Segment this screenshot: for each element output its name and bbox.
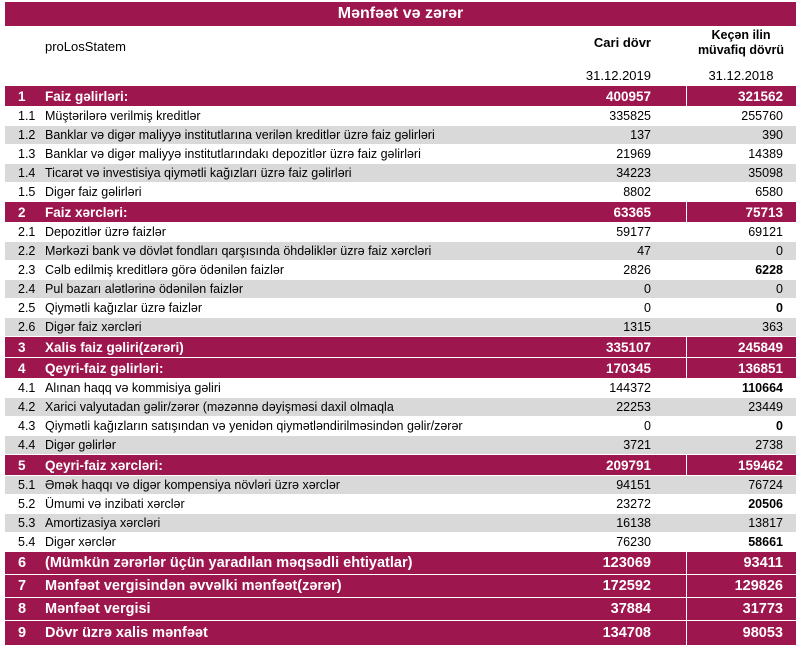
value-previous: 98053 (686, 621, 796, 645)
value-previous: 31773 (686, 598, 796, 620)
previous-period-date: 31.12.2018 (708, 68, 774, 83)
row-number: 2.4 (18, 282, 36, 296)
value-current: 170345 (605, 360, 651, 376)
value-previous: 75713 (686, 202, 796, 222)
value-current: 0 (644, 419, 651, 433)
value-current: 137 (630, 128, 651, 142)
table-row (5, 299, 796, 318)
table-row (5, 358, 796, 379)
row-label: Qiymətli kağızların satışından və yenidən qiymətləndirilməsindən gəlir/zərər (45, 419, 463, 433)
value-current: 63365 (613, 204, 651, 220)
row-number: 1.5 (18, 185, 36, 199)
table-row (5, 126, 796, 145)
value-previous: 35098 (748, 166, 783, 180)
table-row (5, 145, 796, 164)
table-row (5, 598, 796, 621)
value-current: 37884 (610, 601, 651, 617)
row-label: Müştərilərə verilmiş kreditlər (45, 109, 201, 123)
row-number: 5.3 (18, 516, 36, 530)
row-number: 8 (18, 601, 27, 617)
row-number: 5.2 (18, 497, 36, 511)
row-number: 1.3 (18, 147, 36, 161)
value-current: 23272 (616, 497, 651, 511)
row-number: 1.1 (18, 109, 36, 123)
row-number: 2.2 (18, 244, 36, 258)
row-number: 2.6 (18, 320, 36, 334)
value-previous: 76724 (748, 478, 783, 492)
row-number: 2.3 (18, 263, 36, 277)
row-label: Əmək haqqı və digər kompensiya növləri üzrə xərclər (45, 478, 340, 492)
value-current: 400957 (605, 88, 651, 104)
row-number: 1.4 (18, 166, 36, 180)
table-row (5, 575, 796, 598)
value-current: 0 (644, 282, 651, 296)
row-label: Pul bazarı alətlərinə ödənilən faizlər (45, 282, 244, 296)
value-previous: 13817 (748, 516, 783, 530)
row-number: 5 (18, 457, 26, 473)
current-period-header (561, 26, 686, 86)
row-label: Digər faiz xərcləri (45, 320, 142, 334)
report-table (5, 2, 796, 645)
statement-name-label: proLosStatem (45, 39, 126, 54)
value-current: 3721 (623, 438, 651, 452)
row-label: Qiymətli kağızlar üzrə faizlər (45, 301, 202, 315)
table-row (5, 107, 796, 126)
row-number: 1 (18, 88, 26, 104)
value-current: 47 (637, 244, 651, 258)
current-period-date: 31.12.2019 (585, 68, 651, 83)
value-current: 22253 (616, 400, 651, 414)
previous-period-header (686, 26, 796, 86)
value-previous: 14389 (748, 147, 783, 161)
table-row (5, 552, 796, 575)
value-current: 144372 (609, 381, 651, 395)
row-label: Faiz xərcləri: (45, 204, 128, 220)
table-body (5, 86, 796, 645)
value-current: 21969 (616, 147, 651, 161)
value-current: 0 (644, 301, 651, 315)
row-label: Mənfəət vergisindən əvvəlki mənfəət(zərər) (45, 578, 342, 594)
table-row (5, 455, 796, 476)
value-previous: 136851 (686, 358, 796, 378)
value-current: 16138 (616, 516, 651, 530)
row-label: Digər gəlirlər (45, 438, 116, 452)
row-label: Banklar və digər maliyyə institutlarındakı depozitlər üzrə faiz gəlirləri (45, 147, 421, 161)
row-label: Mənfəət vergisi (45, 601, 151, 617)
table-row (5, 164, 796, 183)
row-label: Mərkəzi bank və dövlət fondları qarşısında öhdəliklər üzrə faiz xərcləri (45, 244, 432, 258)
row-number: 4.4 (18, 438, 36, 452)
row-label: Alınan haqq və kommisiya gəliri (45, 381, 221, 395)
row-number: 4.3 (18, 419, 36, 433)
value-current: 34223 (616, 166, 651, 180)
row-label: Ticarət və investisiya qiymətli kağızları üzrə faiz gəlirləri (45, 166, 352, 180)
value-current: 76230 (616, 535, 651, 549)
row-number: 4.2 (18, 400, 36, 414)
row-number: 5.1 (18, 478, 36, 492)
value-previous: 245849 (686, 337, 796, 357)
value-current: 1315 (623, 320, 651, 334)
row-label: Faiz gəlirləri: (45, 88, 129, 104)
table-row (5, 476, 796, 495)
row-label: Ümumi və inzibati xərclər (45, 497, 185, 511)
row-label: Xarici valyutadan gəlir/zərər (məzənnə dəyişməsi daxil olmaqla (45, 400, 394, 414)
row-label: Digər faiz gəlirləri (45, 185, 142, 199)
value-previous: 159462 (686, 455, 796, 475)
row-label: Xalis faiz gəliri(zərəri) (45, 339, 184, 355)
current-period-label: Cari dövr (593, 35, 651, 50)
value-previous: 2738 (755, 438, 783, 452)
row-number: 6 (18, 555, 27, 571)
column-headers (5, 26, 796, 86)
table-row (5, 495, 796, 514)
table-row (5, 183, 796, 202)
value-current: 172592 (602, 578, 651, 594)
row-label: Depozitlər üzrə faizlər (45, 225, 166, 239)
row-label: Qeyri-faiz gəlirləri: (45, 360, 164, 376)
table-row (5, 86, 796, 107)
row-number: 5.4 (18, 535, 36, 549)
value-previous: 6228 (755, 263, 783, 277)
value-previous: 20506 (748, 497, 783, 511)
row-label: Qeyri-faiz xərcləri: (45, 457, 163, 473)
table-row (5, 514, 796, 533)
row-number: 4.1 (18, 381, 36, 395)
row-number: 3 (18, 339, 26, 355)
report-title: Mənfəət və zərər (5, 2, 796, 26)
row-label: Digər xərclər (45, 535, 116, 549)
table-row (5, 280, 796, 299)
value-current: 209791 (605, 457, 651, 473)
table-row (5, 436, 796, 455)
table-row (5, 417, 796, 436)
table-row (5, 337, 796, 358)
row-label: Amortizasiya xərcləri (45, 516, 161, 530)
value-current: 8802 (623, 185, 651, 199)
value-current: 59177 (616, 225, 651, 239)
table-row (5, 242, 796, 261)
table-row (5, 398, 796, 417)
value-current: 2826 (623, 263, 651, 277)
value-previous: 58661 (748, 535, 783, 549)
previous-period-label: Keçən ilin müvafiq dövrü (697, 28, 785, 57)
value-previous: 255760 (741, 109, 783, 123)
row-number: 9 (18, 625, 27, 641)
value-previous: 0 (776, 244, 783, 258)
value-current: 94151 (616, 478, 651, 492)
table-row (5, 202, 796, 223)
row-number: 7 (18, 578, 27, 594)
value-previous: 0 (776, 301, 783, 315)
row-label: (Mümkün zərərlər üçün yaradılan məqsədli ehtiyatlar) (45, 555, 413, 571)
value-previous: 0 (776, 419, 783, 433)
table-row (5, 223, 796, 242)
table-row (5, 621, 796, 645)
table-row (5, 318, 796, 337)
value-previous: 363 (762, 320, 783, 334)
value-previous: 110664 (741, 381, 783, 395)
value-current: 335825 (609, 109, 651, 123)
table-row (5, 379, 796, 398)
value-previous: 93411 (686, 552, 796, 574)
row-label: Dövr üzrə xalis mənfəət (45, 625, 208, 641)
row-number: 2 (18, 204, 26, 220)
row-label: Banklar və digər maliyyə institutlarına verilən kreditlər üzrə faiz gəlirləri (45, 128, 435, 142)
value-previous: 390 (762, 128, 783, 142)
value-previous: 129826 (686, 575, 796, 597)
row-number: 2.1 (18, 225, 36, 239)
row-number: 2.5 (18, 301, 36, 315)
table-row (5, 261, 796, 280)
value-previous: 23449 (748, 400, 783, 414)
value-previous: 321562 (686, 86, 796, 106)
value-current: 123069 (602, 555, 651, 571)
row-number: 1.2 (18, 128, 36, 142)
row-label: Cəlb edilmiş kreditlərə görə ödənilən faizlər (45, 263, 285, 277)
value-current: 335107 (605, 339, 651, 355)
row-number: 4 (18, 360, 26, 376)
value-previous: 0 (776, 282, 783, 296)
value-current: 134708 (602, 625, 651, 641)
table-row (5, 533, 796, 552)
value-previous: 6580 (755, 185, 783, 199)
value-previous: 69121 (748, 225, 783, 239)
